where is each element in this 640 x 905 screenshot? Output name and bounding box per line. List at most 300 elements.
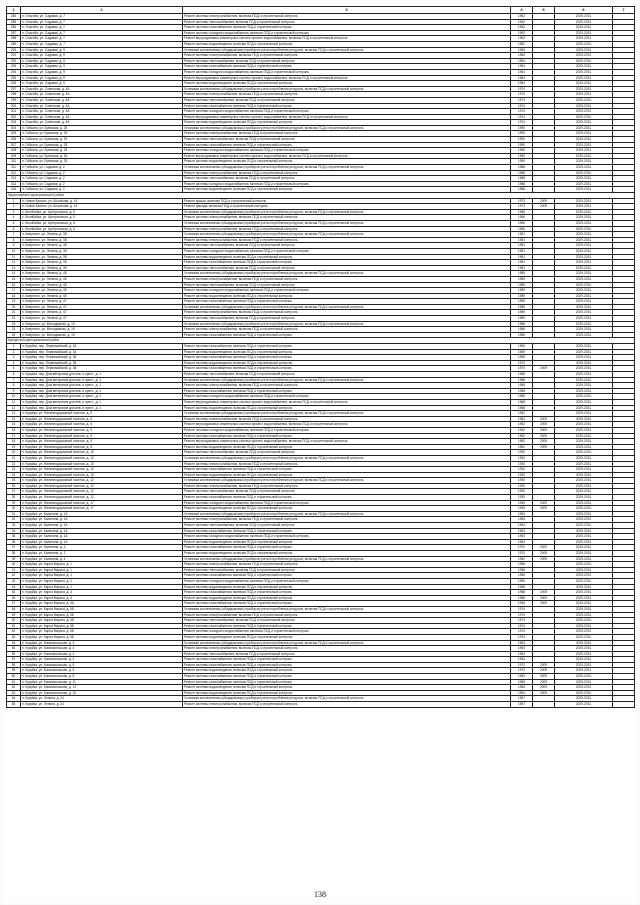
cell-address: п. Кукуйка, ул. Карла Маркса, д. 5А <box>21 601 183 607</box>
cell-address: п. Кукуйка, пер. Первомайский, д. 34 <box>21 344 183 350</box>
cell-address: п. Ольгиба, ул. Садовая, д. 7 <box>21 36 183 42</box>
cell-number: 22 <box>7 316 21 322</box>
cell-period: 2029-2031 <box>555 125 613 131</box>
cell-work-type: Ремонт системы теплоснабжения, включая ПСД и строительный контроль <box>183 372 511 378</box>
cell-period: 2029-2031 <box>555 120 613 126</box>
cell-number: 290 <box>7 47 21 53</box>
cell-year-built: 1989 <box>511 271 533 277</box>
cell-work-type: Ремонт системы водоотведения, включая ПСД и строительный контроль <box>183 81 511 87</box>
cell-number: 28 <box>7 495 21 501</box>
cell-address: п. Кмертино, ул. Ленина, д. 47 <box>21 310 183 316</box>
cell-period: 2029-2031 <box>555 567 613 573</box>
cell-period: 2029-2031 <box>555 293 613 299</box>
cell-year-built: 1986 <box>511 332 533 338</box>
cell-work-type: Ремонт системы электроснабжения, включая ПСД и строительный контроль <box>183 14 511 20</box>
cell-year-built: 1974 <box>511 103 533 109</box>
cell-work-type: Ремонт внутридомовых инженерных систем горячего водоснабжения, включая ПСД и строительный контроль <box>183 399 511 405</box>
cell-number: 31 <box>7 511 21 517</box>
cell-year-repair: 2009 <box>533 556 555 562</box>
cell-period: 2029-2031 <box>555 344 613 350</box>
cell-work-type: Ремонт системы теплоснабжения, включая ПСД и строительный контроль <box>183 137 511 143</box>
cell-period: 2029-2031 <box>555 176 613 182</box>
cell-work-type: Ремонт системы холодного водоснабжения, включая ПСД и строительный контроль <box>183 248 511 254</box>
cell-year-built: 1981 <box>511 243 533 249</box>
cell-period: 2029-2031 <box>555 690 613 696</box>
cell-number: 52 <box>7 629 21 635</box>
cell-year-built: 1963 <box>511 539 533 545</box>
section-title: Кунгурский муниципальный район <box>7 338 635 344</box>
cell-year-built: 1966 <box>511 215 533 221</box>
cell-work-type: Ремонт системы теплоснабжения, включая ПСД и строительный контроль <box>183 58 511 64</box>
cell-period: 2029-2031 <box>555 58 613 64</box>
cell-year-built: 1968 <box>511 399 533 405</box>
cell-period: 2029-2031 <box>555 556 613 562</box>
cell-work-type: Ремонт системы холодного водоснабжения, включая ПСД и строительный контроль <box>183 30 511 36</box>
cell-address: п. Кмертино, ул. Ленина, д. 45 <box>21 271 183 277</box>
cell-number: 17 <box>7 433 21 439</box>
cell-year-built: 1963 <box>511 640 533 646</box>
cell-period: 2029-2031 <box>555 41 613 47</box>
cell-address: п. Ольгиба, ул. Советская, д. 4А <box>21 120 183 126</box>
cell-work-type: Ремонт системы водоотведения, включая ПСД и строительный контроль <box>183 595 511 601</box>
cell-number: 6 <box>7 226 21 232</box>
cell-period: 2029-2031 <box>555 590 613 596</box>
cell-period: 2029-2031 <box>555 427 613 433</box>
cell-work-type: Ремонт системы газоснабжения, включая ПСД и строительный контроль <box>183 674 511 680</box>
cell-work-type: Ремонт системы газоснабжения, включая ПСД и строительный контроль <box>183 662 511 668</box>
cell-period: 2029-2031 <box>555 153 613 159</box>
cell-number: 36 <box>7 539 21 545</box>
cell-address: п. Кукуйка, ул. Ленина, д. 24 <box>21 696 183 702</box>
cell-number: 3 <box>7 209 21 215</box>
cell-work-type: Ремонт системы газоснабжения, включая ПСД и строительный контроль <box>183 355 511 361</box>
cell-work-type: Ремонт системы теплоснабжения, включая ПСД и строительный контроль <box>183 19 511 25</box>
cell-work-type: Установка коллективных (общедомовых) приборов учета потребления ресурсов, включая ПСД и строительный контроль <box>183 220 511 226</box>
cell-year-built: 1973 <box>511 198 533 204</box>
cell-address: п. Кмертино, ул. Ленина, д. 38 <box>21 254 183 260</box>
cell-year-built: 1968 <box>511 372 533 378</box>
cell-year-built: 1963 <box>511 517 533 523</box>
cell-address: п. Ольгиба, ул. Садовая, д. 7 <box>21 25 183 31</box>
cell-number: 49 <box>7 612 21 618</box>
cell-year-built: 1974 <box>511 634 533 640</box>
cell-work-type: Ремонт системы водоотведения, включая ПСД и строительный контроль <box>183 584 511 590</box>
cell-work-type: Ремонт системы водоотведения, включая ПСД и строительный контроль <box>183 551 511 557</box>
cell-year-built: 1974 <box>511 120 533 126</box>
cell-work-type: Ремонт системы холодного водоснабжения, включая ПСД и строительный контроль <box>183 629 511 635</box>
cell-address: п. Кукуйка, ул. Железнодорожный поселок, д. 12 <box>21 478 183 484</box>
cell-period: 2029-2031 <box>555 411 613 417</box>
cell-period: 2029-2031 <box>555 232 613 238</box>
cell-number: 15 <box>7 422 21 428</box>
cell-address: п. Кукуйка, ул. Комсомольская, д. 15 <box>21 690 183 696</box>
cell-period: 2029-2031 <box>555 310 613 316</box>
cell-year-built: 1974 <box>511 109 533 115</box>
cell-work-type: Ремонт системы газоснабжения, включая ПСД и строительный контроль <box>183 573 511 579</box>
cell-period: 2029-2031 <box>555 478 613 484</box>
cell-period: 2029-2031 <box>555 372 613 378</box>
cell-address: п. Кукуйка, ул. Комсомольская, д. 5 <box>21 662 183 668</box>
cell-number: 53 <box>7 634 21 640</box>
cell-address: п. Кукуйка, ул. Комсомольская, д. 5 <box>21 668 183 674</box>
cell-year-built: 1990 <box>511 137 533 143</box>
col-header-2: 2 <box>21 7 183 14</box>
cell-number: 284 <box>7 14 21 20</box>
cell-number: 13 <box>7 411 21 417</box>
cell-address: п. Габсала, ул. Садовая, д. 2 <box>21 170 183 176</box>
cell-period: 2029-2031 <box>555 19 613 25</box>
cell-period: 2029-2031 <box>555 495 613 501</box>
cell-period: 2029-2031 <box>555 198 613 204</box>
cell-address: п. Габсала, ул. Бревская, д. 25 <box>21 148 183 154</box>
col-header-6: 6 <box>555 7 613 14</box>
cell-work-type: Ремонт системы теплоснабжения, включая ПСД и строительный контроль <box>183 567 511 573</box>
cell-work-type: Ремонт системы газоснабжения, включая ПСД и строительный контроль <box>183 366 511 372</box>
cell-work-type: Ремонт системы холодного водоснабжения, включая ПСД и строительный контроль <box>183 148 511 154</box>
cell-year-built: 1966 <box>511 679 533 685</box>
cell-period: 2029-2031 <box>555 405 613 411</box>
table-row <box>7 702 635 708</box>
cell-year-built: 1970 <box>511 360 533 366</box>
cell-period: 2029-2031 <box>555 578 613 584</box>
cell-number: 297 <box>7 86 21 92</box>
cell-period: 2029-2031 <box>555 248 613 254</box>
cell-work-type: Ремонт системы электроснабжения, включая ПСД и строительный контроль <box>183 131 511 137</box>
cell-period: 2029-2031 <box>555 131 613 137</box>
cell-year-built: 1962 <box>511 556 533 562</box>
cell-number: 299 <box>7 97 21 103</box>
cell-address: п. Ольгиба, ул. Садовая, д. 7 <box>21 41 183 47</box>
cell-work-type: Ремонт системы водоотведения, включая ПСД и строительный контроль <box>183 254 511 260</box>
cell-number: 9 <box>7 243 21 249</box>
cell-work-type: Установка коллективных (общедомовых) приборов учета потребления ресурсов, включая ПСД и строительный контроль <box>183 556 511 562</box>
cell-work-type: Ремонт системы электроснабжения, включая ПСД и строительный контроль <box>183 383 511 389</box>
cell-year-built: 1990 <box>511 159 533 165</box>
cell-work-type: Ремонт системы водоотведения, включая ПСД и строительный контроль <box>183 634 511 640</box>
cell-work-type: Ремонт системы теплоснабжения, включая ПСД и строительный контроль <box>183 489 511 495</box>
cell-address: п. Кукуйка, ул. Железнодорожный поселок, д. 5 <box>21 439 183 445</box>
cell-number: 37 <box>7 545 21 551</box>
cell-work-type: Ремонт системы водоотведения, включая ПСД и строительный контроль <box>183 293 511 299</box>
cell-number: 13 <box>7 265 21 271</box>
cell-work-type: Установка коллективных (общедомовых) приборов учета потребления ресурсов, включая ПСД и строительный контроль <box>183 606 511 612</box>
cell-period: 2029-2031 <box>555 674 613 680</box>
cell-work-type: Установка коллективных (общедомовых) приборов учета потребления ресурсов, включая ПСД и строительный контроль <box>183 47 511 53</box>
cell-number: 305 <box>7 131 21 137</box>
cell-number: 16 <box>7 282 21 288</box>
cell-work-type: Установка коллективных (общедомовых) приборов учета потребления ресурсов, включая ПСД и строительный контроль <box>183 640 511 646</box>
cell-period: 2029-2031 <box>555 455 613 461</box>
cell-year-built: 1964 <box>511 75 533 81</box>
cell-period: 2029-2031 <box>555 53 613 59</box>
cell-year-built: 1963 <box>511 651 533 657</box>
cell-number: 29 <box>7 500 21 506</box>
cell-work-type: Установка коллективных (общедомовых) приборов учета потребления ресурсов, включая ПСД и строительный контроль <box>183 411 511 417</box>
cell-number: 295 <box>7 75 21 81</box>
cell-address: с. Вознбойка, ул. Центральная, д. 6 <box>21 226 183 232</box>
cell-year-built: 1974 <box>511 623 533 629</box>
cell-period: 2029-2031 <box>555 668 613 674</box>
cell-number: 46 <box>7 595 21 601</box>
cell-address: п. Кукуйка, ул. Железнодорожный поселок, д. 5 <box>21 422 183 428</box>
cell-year-built: 1963 <box>511 657 533 663</box>
cell-period: 2029-2031 <box>555 472 613 478</box>
cell-address: п. Ольгиба, ул. Советская, д. 4А <box>21 97 183 103</box>
cell-address: п. Кукуйка, ул. Комсомольская, д. 4 <box>21 640 183 646</box>
col-header-1: 1 <box>7 7 21 14</box>
cell-work-type: Ремонт системы электроснабжения, включая ПСД и строительный контроль <box>183 215 511 221</box>
cell-year-repair: 2009 <box>533 500 555 506</box>
cell-number: 287 <box>7 30 21 36</box>
cell-period: 2029-2031 <box>555 439 613 445</box>
cell-year-built: 1966 <box>511 226 533 232</box>
cell-work-type: Ремонт системы газоснабжения, включая ПСД и строительный контроль <box>183 64 511 70</box>
cell-work-type: Ремонт системы водоотведения, включая ПСД и строительный контроль <box>183 41 511 47</box>
cell-address: с. Вознбойка, ул. Центральная, д. 6 <box>21 220 183 226</box>
cell-year-built: 1930 <box>511 467 533 473</box>
cell-period: 2029-2031 <box>555 416 613 422</box>
cell-period: 2029-2031 <box>555 97 613 103</box>
cell-year-repair: 2009 <box>533 545 555 551</box>
cell-number: 292 <box>7 58 21 64</box>
cell-address: п. Кукуйка, ул. Калинина, д. 2 <box>21 545 183 551</box>
section-title: Кукуштанский муниципальный район <box>7 193 635 199</box>
cell-period: 2029-2031 <box>555 623 613 629</box>
cell-year-repair <box>533 702 555 708</box>
cell-period: 2029-2031 <box>555 679 613 685</box>
cell-address: п. Ольгиба, ул. Садовая, д. 9 <box>21 58 183 64</box>
cell-period: 2029-2031 <box>555 209 613 215</box>
cell-period: 2029-2031 <box>555 159 613 165</box>
cell-number: 5 <box>7 220 21 226</box>
cell-number: 21 <box>7 455 21 461</box>
cell-year-built: 1930 <box>511 450 533 456</box>
cell-number: 294 <box>7 69 21 75</box>
cell-number: 1 <box>7 344 21 350</box>
cell-number: 23 <box>7 321 21 327</box>
cell-number: 2 <box>7 204 21 210</box>
cell-work-type: Ремонт внутридомовых инженерных систем горячего водоснабжения, включая ПСД и строительный контроль <box>183 75 511 81</box>
cell-work-type: Ремонт системы электроснабжения, включая ПСД и строительный контроль <box>183 170 511 176</box>
cell-address: п. Кукуйка, ул. Железнодорожный поселок, д. 10 <box>21 450 183 456</box>
cell-work-type: Установка коллективных (общедомовых) приборов учета потребления ресурсов, включая ПСД и строительный контроль <box>183 377 511 383</box>
cell-work-type: Ремонт системы теплоснабжения, включая ПСД и строительный контроль <box>183 265 511 271</box>
cell-address: п. Кукуйка, ул. Комсомольская, д. 4 <box>21 657 183 663</box>
cell-address: п. Габсала, ул. Бревская, д. 25 <box>21 131 183 137</box>
cell-address: п. Кукуйка, ул. Карла Маркса, д. 1 <box>21 567 183 573</box>
cell-period: 2029-2031 <box>555 64 613 70</box>
cell-number: 285 <box>7 19 21 25</box>
cell-number: 35 <box>7 534 21 540</box>
cell-period: 2029-2031 <box>555 47 613 53</box>
cell-number: 12 <box>7 405 21 411</box>
cell-work-type: Ремонт системы газоснабжения, включая ПСД и строительный контроль <box>183 467 511 473</box>
cell-address: п. Кмертино, ул. Ленина, д. 45 <box>21 293 183 299</box>
cell-period: 2029-2031 <box>555 36 613 42</box>
cell-address: п. Ольгиба, ул. Советская, д. 4А <box>21 92 183 98</box>
cell-year-built: 1964 <box>511 690 533 696</box>
cell-year-built: 1962 <box>511 433 533 439</box>
cell-period: 2029-2031 <box>555 226 613 232</box>
cell-year-built: 1963 <box>511 523 533 529</box>
cell-year-repair: 2009 <box>533 444 555 450</box>
cell-address: п. Кукуйка, ул. Калинина, д. 1А <box>21 528 183 534</box>
cell-work-type: Ремонт системы водоотведения, включая ПСД и строительный контроль <box>183 690 511 696</box>
cell-number: 303 <box>7 120 21 126</box>
cell-work-type: Ремонт системы газоснабжения, включая ПСД и строительный контроль <box>183 260 511 266</box>
cell-address: п. Кукуйка, пер. Дом ветеранов для инв. и прест., д. 1 <box>21 388 183 394</box>
cell-period: 2029-2031 <box>555 377 613 383</box>
cell-year-built: 1962 <box>511 422 533 428</box>
cell-year-repair: 2009 <box>533 662 555 668</box>
cell-work-type: Ремонт системы электроснабжения, включая ПСД и строительный контроль <box>183 612 511 618</box>
cell-year-built: 1962 <box>511 41 533 47</box>
cell-period: 2029-2031 <box>555 316 613 322</box>
cell-number: 19 <box>7 444 21 450</box>
cell-number: 311 <box>7 165 21 171</box>
cell-year-built: 1974 <box>511 86 533 92</box>
cell-year-repair: 2009 <box>533 204 555 210</box>
cell-period: 2029-2031 <box>555 634 613 640</box>
cell-year-built: 1958 <box>511 595 533 601</box>
cell-number: 39 <box>7 556 21 562</box>
cell-year-built: 1981 <box>511 232 533 238</box>
cell-number: 22 <box>7 461 21 467</box>
cell-number: 10 <box>7 394 21 400</box>
cell-address: п. Кукуйка, ул. Карла Маркса, д. 3 <box>21 590 183 596</box>
cell-address: п. Кукуйка, ул. Железнодорожный поселок, д. 12 <box>21 483 183 489</box>
cell-work-type: Ремонт системы электроснабжения, включая ПСД и строительный контроль <box>183 226 511 232</box>
cell-year-built: 1981 <box>511 254 533 260</box>
document-page <box>6 6 634 708</box>
cell-year-built: 1990 <box>511 153 533 159</box>
cell-address: с. Вознбойка, ул. Центральная, д. 5 <box>21 215 183 221</box>
cell-year-built: 1990 <box>511 131 533 137</box>
cell-number: 24 <box>7 327 21 333</box>
cell-work-type: Ремонт системы водоотведения, включая ПСД и строительный контроль <box>183 472 511 478</box>
cell-number: 296 <box>7 81 21 87</box>
cell-period: 2029-2031 <box>555 517 613 523</box>
cell-work-type: Ремонт системы газоснабжения, включая ПСД и строительный контроль <box>183 332 511 338</box>
cell-period: 2029-2031 <box>555 685 613 691</box>
cell-year-built: 1962 <box>511 25 533 31</box>
cell-year-built: 1972 <box>511 668 533 674</box>
cell-address: п. Кукуйка, ул. Комсомольская, д. 4 <box>21 651 183 657</box>
cell-work-type: Ремонт системы теплоснабжения, включая ПСД и строительный контроль <box>183 243 511 249</box>
cell-work-type: Ремонт системы электроснабжения, включая ПСД и строительный контроль <box>183 310 511 316</box>
cell-number: 64 <box>7 696 21 702</box>
cell-year-built: 1962 <box>511 439 533 445</box>
cell-period: 2029-2031 <box>555 467 613 473</box>
cell-period: 2029-2031 <box>555 629 613 635</box>
cell-address: п. Кукуйка, ул. Калинина, д. 1А <box>21 523 183 529</box>
cell-year-built: 1962 <box>511 427 533 433</box>
cell-period: 2029-2031 <box>555 584 613 590</box>
cell-period: 2029-2031 <box>555 489 613 495</box>
cell-number: 300 <box>7 103 21 109</box>
cell-number: 15 <box>7 276 21 282</box>
cell-year-repair: 2009 <box>533 595 555 601</box>
cell-work-type: Ремонт системы холодного водоснабжения, включая ПСД и строительный контроль <box>183 534 511 540</box>
cell-period: 2029-2031 <box>555 25 613 31</box>
cell-address: п. Кукуйка, ул. Карла Маркса, д. 6Б <box>21 629 183 635</box>
cell-year-built: 1946 <box>511 601 533 607</box>
cell-year-built: 1963 <box>511 534 533 540</box>
cell-period: 2029-2031 <box>555 215 613 221</box>
cell-work-type: Ремонт системы электроснабжения, включая ПСД и строительный контроль <box>183 237 511 243</box>
cell-address: п. Кукуйка, ул. Карла Маркса, д. 6Б <box>21 606 183 612</box>
cell-work-type: Ремонт системы газоснабжения, включая ПСД и строительный контроль <box>183 679 511 685</box>
cell-number: 26 <box>7 483 21 489</box>
cell-period: 2029-2031 <box>555 640 613 646</box>
cell-work-type: Ремонт системы водоотведения, включая ПСД и строительный контроль <box>183 159 511 165</box>
cell-work-type: Ремонт системы газоснабжения, включая ПСД и строительный контроль <box>183 623 511 629</box>
cell-period: 2029-2031 <box>555 618 613 624</box>
cell-work-type: Ремонт системы теплоснабжения, включая ПСД и строительный контроль <box>183 618 511 624</box>
cell-number: 25 <box>7 332 21 338</box>
cell-period: 2029-2031 <box>555 137 613 143</box>
cell-year-built: 1972 <box>511 662 533 668</box>
cell-period: 2029-2031 <box>555 657 613 663</box>
cell-number: 309 <box>7 153 21 159</box>
cell-year-built: 1930 <box>511 495 533 501</box>
cell-year-built: 1962 <box>511 444 533 450</box>
cell-year-built: 1988 <box>511 165 533 171</box>
cell-address: п. Кукуйка, ул. Карла Маркса, д. 1 <box>21 573 183 579</box>
cell-address: п. Кмертино, ул. Ленина, д. 38 <box>21 232 183 238</box>
cell-period: 2029-2031 <box>555 170 613 176</box>
cell-work-type: Установка коллективных (общедомовых) приборов учета потребления ресурсов, включая ПСД и строительный контроль <box>183 321 511 327</box>
cell-year-built: 1964 <box>511 64 533 70</box>
cell-number: 62 <box>7 685 21 691</box>
cell-address: п. Ольгиба, ул. Садовая, д. 9 <box>21 64 183 70</box>
cell-year-built: 1970 <box>511 545 533 551</box>
cell-number: 57 <box>7 657 21 663</box>
cell-work-type: Установка коллективных (общедомовых) приборов учета потребления ресурсов, включая ПСД и строительный контроль <box>183 696 511 702</box>
cell-work-type: Ремонт системы холодного водоснабжения, включая ПСД и строительный контроль <box>183 288 511 294</box>
cell-year-built: 1974 <box>511 612 533 618</box>
cell-period: 2029-2031 <box>555 321 613 327</box>
cell-work-type: Ремонт системы теплоснабжения, включая ПСД и строительный контроль <box>183 651 511 657</box>
cell-address: п. Кукуйка, ул. Железнодорожный поселок, д. 10 <box>21 461 183 467</box>
cell-number: 314 <box>7 181 21 187</box>
cell-address: п. Габсала, ул. Садовая, д. 2 <box>21 176 183 182</box>
cell-period: 2029-2031 <box>555 355 613 361</box>
cell-period: 2029-2031 <box>555 69 613 75</box>
cell-address: п. Кмертино, ул. Ленина, д. 39 <box>21 265 183 271</box>
cell-period: 2029-2031 <box>555 528 613 534</box>
cell-number: 44 <box>7 584 21 590</box>
cell-period: 2029-2031 <box>555 483 613 489</box>
cell-year-built: 1969 <box>511 349 533 355</box>
cell-address: п. Габсала, ул. Бревская, д. 25 <box>21 159 183 165</box>
cell-number: 58 <box>7 662 21 668</box>
cell-period: 2029-2031 <box>555 148 613 154</box>
cell-address: п. Ольгиба, ул. Садовая, д. 9 <box>21 47 183 53</box>
cell-work-type: Ремонт системы теплоснабжения, включая ПСД и строительный контроль <box>183 523 511 529</box>
cell-number: 3 <box>7 355 21 361</box>
cell-work-type: Ремонт системы электроснабжения, включая ПСД и строительный контроль <box>183 276 511 282</box>
cell-work-type: Ремонт системы теплоснабжения, включая ПСД и строительный контроль <box>183 282 511 288</box>
cell-year-built: 1970 <box>511 551 533 557</box>
cell-address: п. Габсала, ул. Бревская, д. 25 <box>21 137 183 143</box>
cell-number: 11 <box>7 399 21 405</box>
cell-period: 2029-2031 <box>555 282 613 288</box>
cell-work-type: Ремонт системы газоснабжения, включая ПСД и строительный контроль <box>183 495 511 501</box>
cell-work-type: Ремонт системы газоснабжения, включая ПСД и строительный контроль <box>183 528 511 534</box>
cell-year-built: 1988 <box>511 181 533 187</box>
cell-address: п. Кукуйка, пер. Дом ветеранов для инв. и прест., д. 1 <box>21 372 183 378</box>
